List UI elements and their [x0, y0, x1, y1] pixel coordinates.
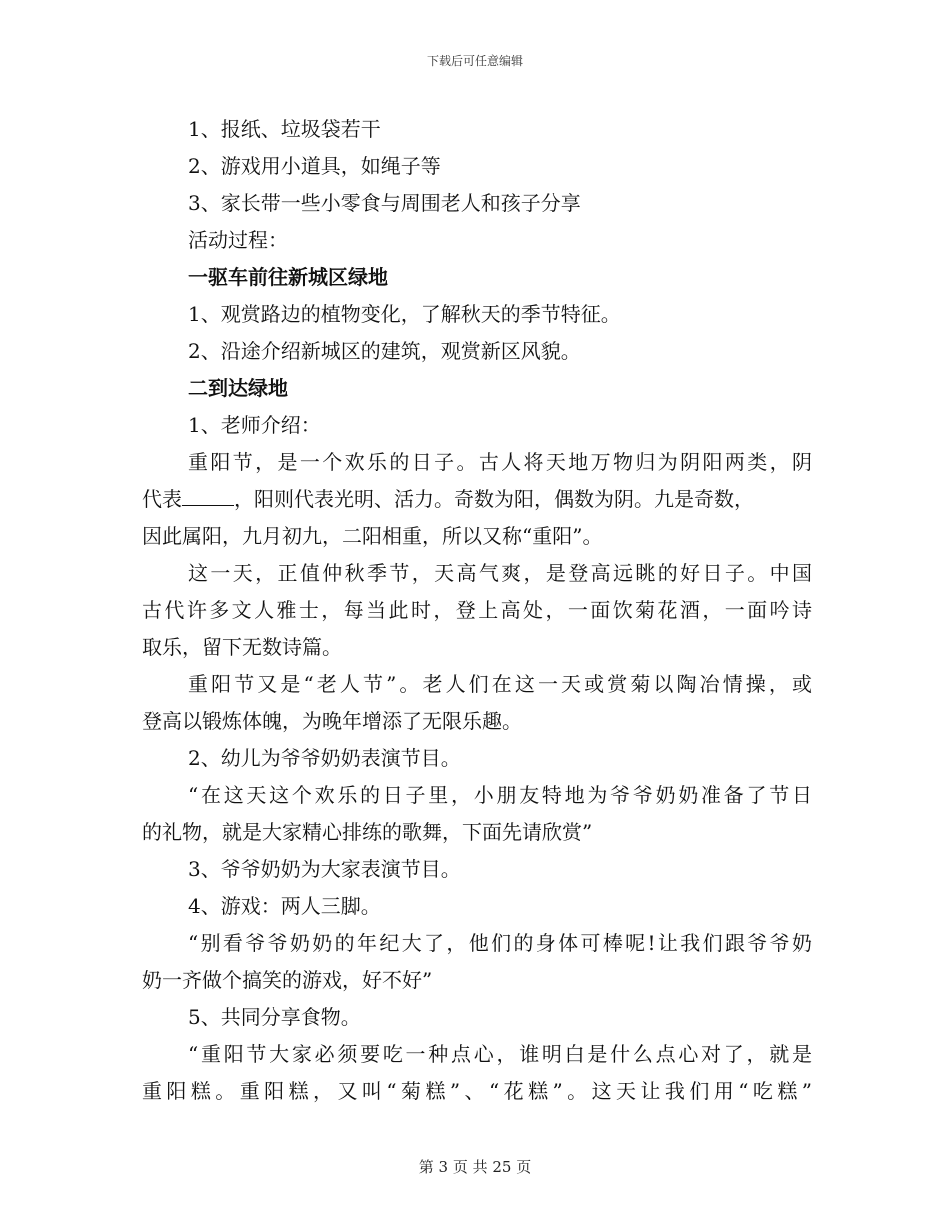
page-header: 下载后可任意编辑 [426, 54, 523, 68]
list-item: 3、爷爷奶奶为大家表演节目。 [188, 857, 461, 881]
list-item: 1、观赏路边的植物变化，了解秋天的季节特征。 [188, 302, 621, 326]
list-item: 2、沿途介绍新城区的建筑，观赏新区风貌。 [188, 339, 581, 363]
section-heading: 一驱车前往新城区绿地 [188, 265, 388, 289]
paragraph-line: 这一天，正值仲秋季节，天高气爽，是登高远眺的好日子。中国 [188, 561, 812, 585]
section-label: 活动过程： [188, 228, 288, 252]
paragraph-line: 登高以锻炼体魄，为晚年增添了无限乐趣。 [142, 709, 522, 733]
list-item: 1、报纸、垃圾袋若干 [188, 117, 381, 141]
paragraph-line: 古代许多文人雅士，每当此时，登上高处，一面饮菊花酒，一面吟诗 [142, 598, 812, 622]
paragraph-line: “在这天这个欢乐的日子里，小朋友特地为爷爷奶奶准备了节日 [188, 783, 812, 807]
list-item: 2、游戏用小道具，如绳子等 [188, 154, 441, 178]
list-item: 5、共同分享食物。 [188, 1005, 361, 1029]
list-item: 2、幼儿为爷爷奶奶表演节目。 [188, 746, 461, 770]
document-body [142, 111, 812, 1110]
paragraph-text: 代表 [142, 487, 182, 511]
page-footer: 第 3 页 共 25 页 [418, 1158, 532, 1176]
list-item: 1、老师介绍： [188, 413, 321, 437]
paragraph-line [142, 481, 812, 518]
section-heading: 二到达绿地 [188, 376, 288, 400]
fill-in-blank [182, 483, 234, 506]
paragraph-line: 的礼物，就是大家精心排练的歌舞，下面先请欣赏” [142, 820, 593, 844]
list-item: 3、家长带一些小零食与周围老人和孩子分享 [188, 191, 581, 215]
paragraph-line: 奶一齐做个搞笑的游戏，好不好” [142, 968, 433, 992]
paragraph-text: ，阳则代表光明、活力。奇数为阳，偶数为阴。九是奇数， [234, 487, 754, 511]
paragraph-line: 因此属阳，九月初九，二阳相重，所以又称“重阳”。 [142, 524, 603, 548]
paragraph-line: 重阳节又是“老人节”。老人们在这一天或赏菊以陶冶情操，或 [188, 672, 812, 696]
paragraph-line: 重阳糕。重阳糕，又叫“菊糕”、“花糕”。这天让我们用“吃糕” [142, 1079, 812, 1103]
paragraph-line: “别看爷爷奶奶的年纪大了，他们的身体可棒呢!让我们跟爷爷奶 [188, 931, 812, 955]
paragraph-line: 取乐，留下无数诗篇。 [142, 635, 342, 659]
paragraph-line: “重阳节大家必须要吃一种点心，谁明白是什么点心对了，就是 [188, 1042, 812, 1066]
paragraph-line: 重阳节，是一个欢乐的日子。古人将天地万物归为阴阳两类，阴 [188, 450, 812, 474]
list-item: 4、游戏：两人三脚。 [188, 894, 381, 918]
